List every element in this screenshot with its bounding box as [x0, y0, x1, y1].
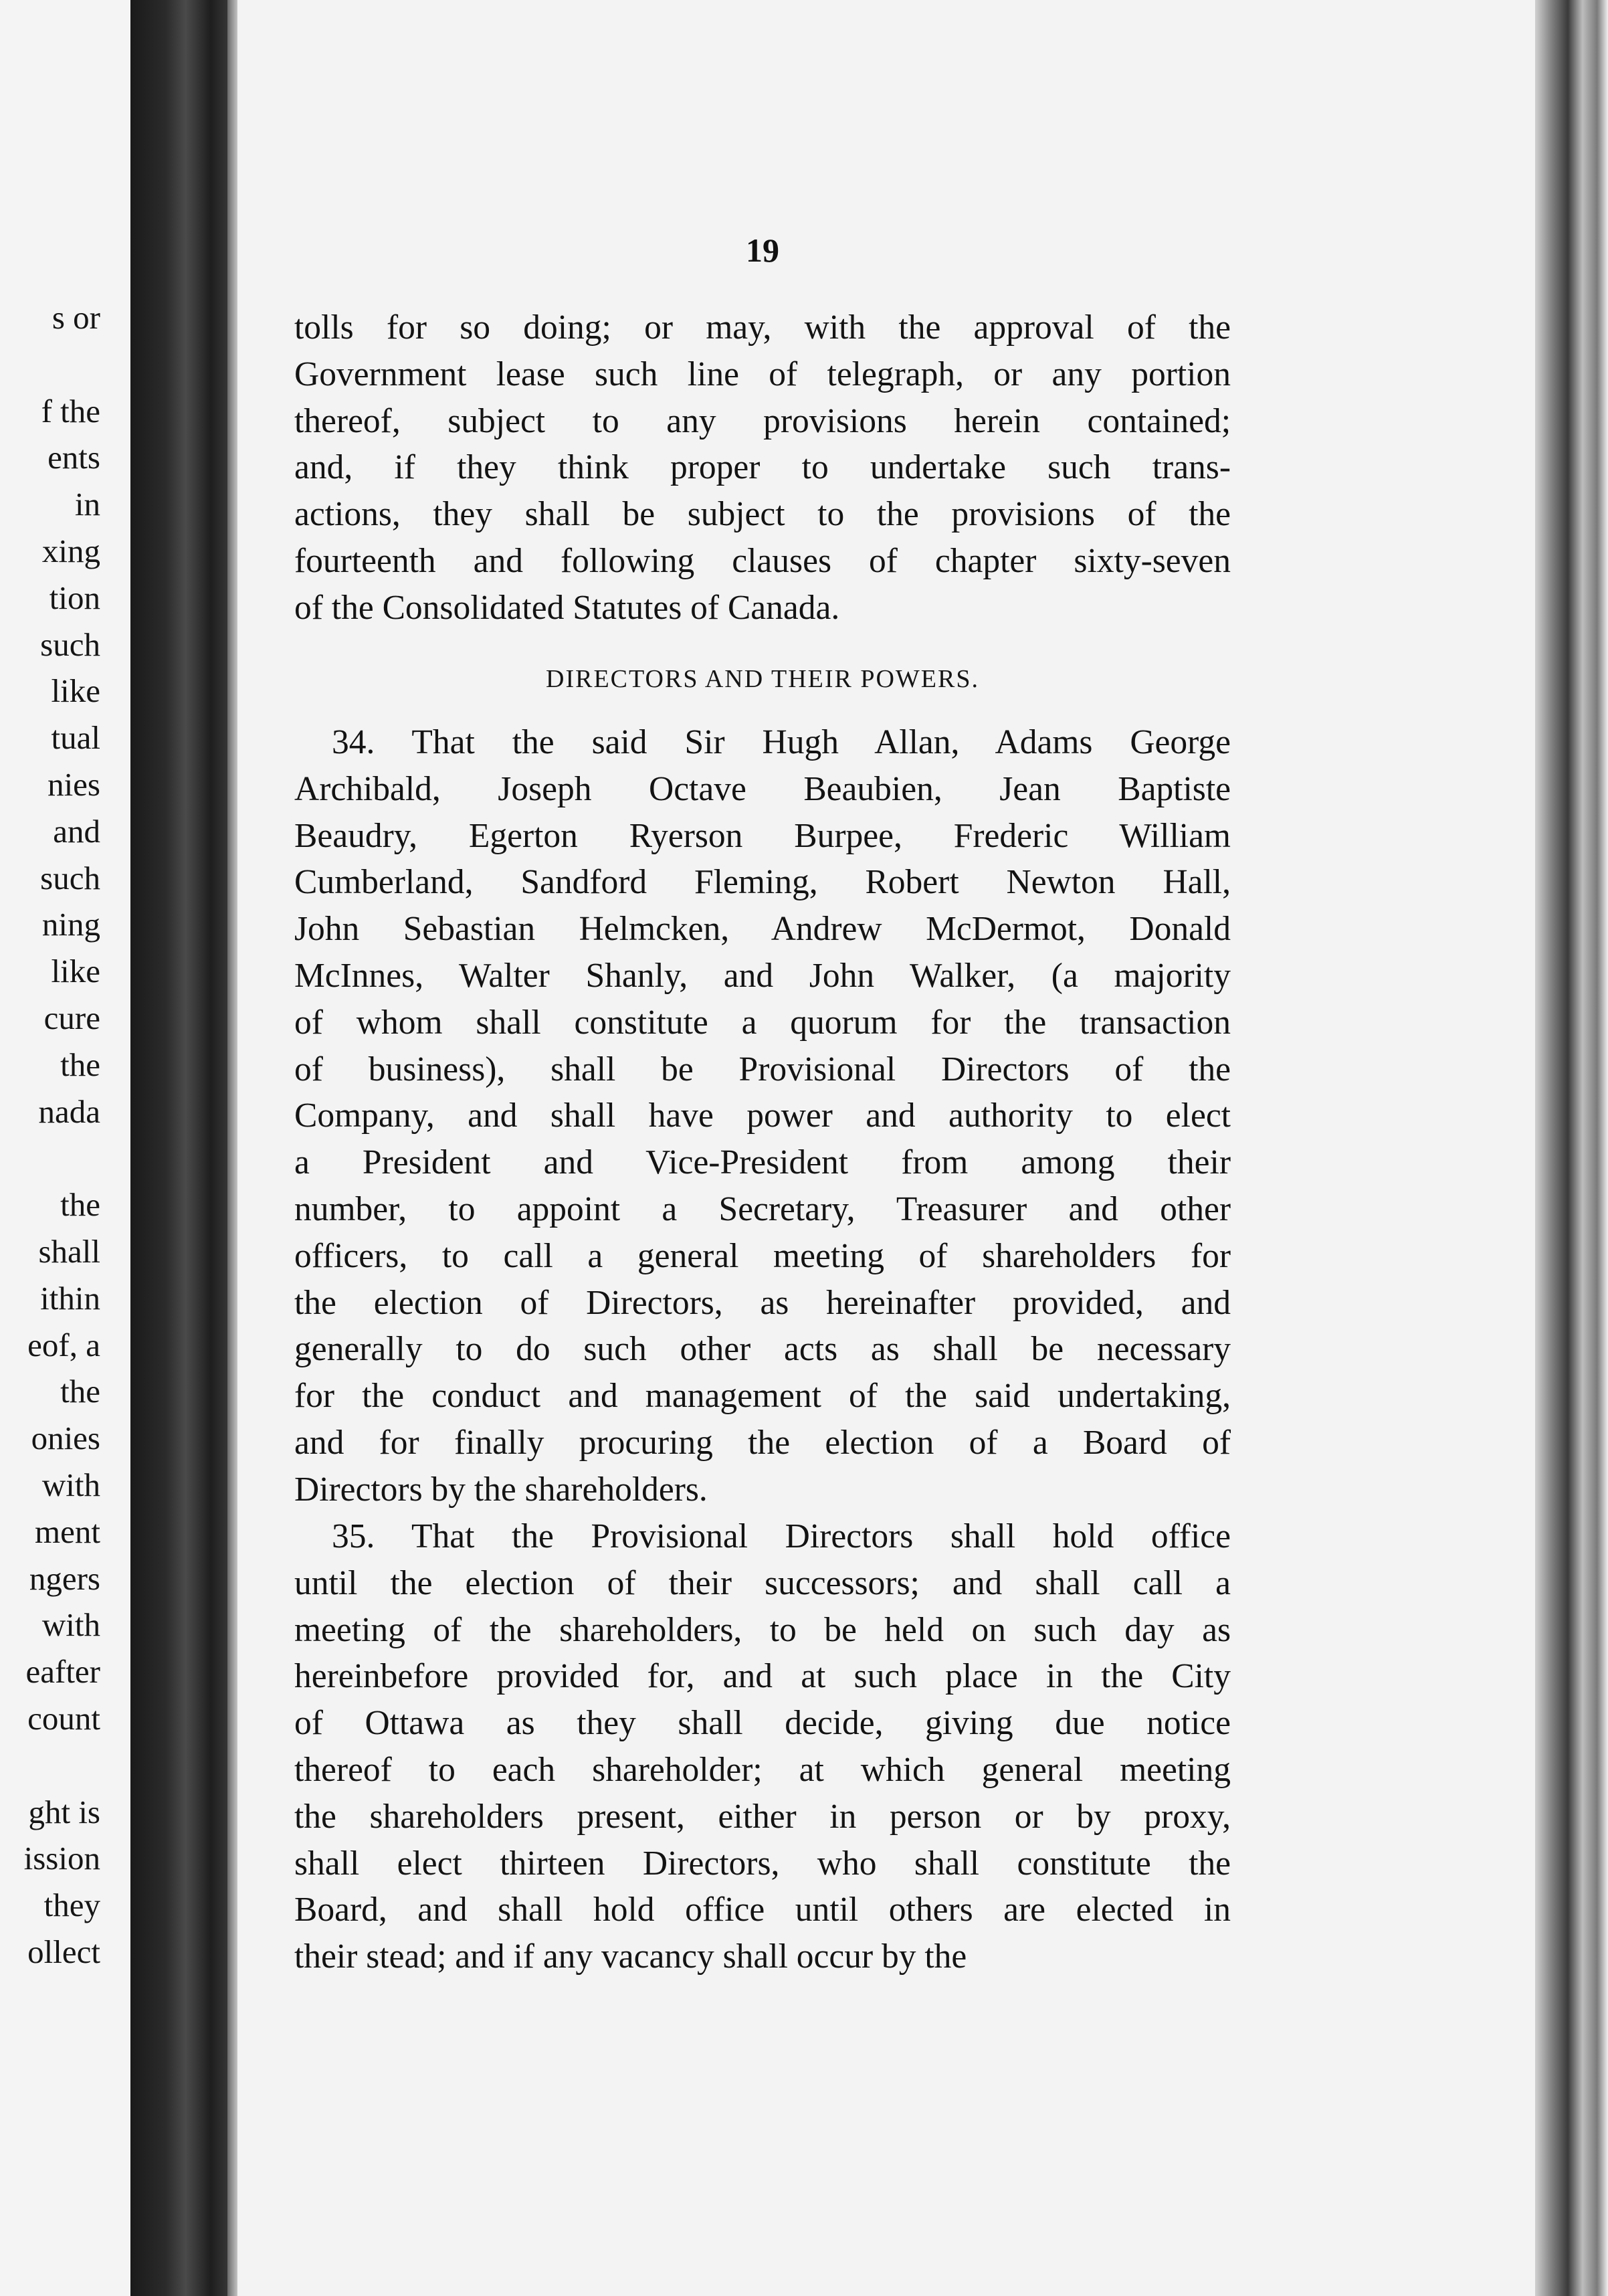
left-fragment-line: eafter — [25, 1653, 100, 1691]
left-fragment-line: ght is — [28, 1793, 100, 1830]
book-gutter-shadow — [130, 0, 231, 2296]
text-line: Company, and shall have power and authority to elect — [294, 1096, 1231, 1135]
text-line: and for finally procuring the election of a Board of — [294, 1423, 1231, 1462]
text-line: fourteenth and following clauses of chapter sixty-seven — [294, 541, 1231, 580]
text-line: of whom shall constitute a quorum for the transaction — [294, 1003, 1231, 1042]
left-page-fragment — [0, 0, 134, 2296]
left-fragment-line: count — [27, 1700, 100, 1737]
text-line: number, to appoint a Secretary, Treasurer and other — [294, 1189, 1231, 1228]
text-line: a President and Vice-President from among their — [294, 1143, 1231, 1182]
text-line: tolls for so doing; or may, with the approval of the — [294, 308, 1231, 347]
left-fragment-line: shall — [38, 1233, 100, 1270]
left-fragment-line: they — [43, 1887, 100, 1924]
text-line: of the Consolidated Statutes of Canada. — [294, 588, 840, 627]
left-fragment-line: such — [40, 859, 100, 896]
text-line: actions, they shall be subject to the provisions of the — [294, 495, 1231, 534]
left-fragment-line: ment — [35, 1513, 100, 1550]
text-line: the shareholders present, either in person or by proxy, — [294, 1797, 1231, 1836]
text-line: Beaudry, Egerton Ryerson Burpee, Frederic William — [294, 816, 1231, 855]
left-page-text — [0, 0, 100, 2296]
text-line: officers, to call a general meeting of shareholders for — [294, 1236, 1231, 1275]
left-fragment-line: like — [51, 672, 100, 710]
left-fragment-line: the — [60, 1373, 100, 1410]
text-line: Directors by the shareholders. — [294, 1470, 708, 1509]
left-fragment-line: cure — [43, 999, 100, 1036]
text-line: 34. That the said Sir Hugh Allan, Adams George — [332, 723, 1231, 761]
left-fragment-line: eof, a — [27, 1326, 100, 1363]
text-line: of Ottawa as they shall decide, giving due notice — [294, 1704, 1231, 1743]
left-fragment-line: the — [60, 1186, 100, 1224]
text-line: the election of Directors, as hereinafter provided, and — [294, 1283, 1231, 1322]
left-fragment-line: tion — [49, 579, 100, 616]
section-heading: DIRECTORS AND THEIR POWERS. — [546, 665, 979, 693]
left-fragment-line: ning — [41, 906, 100, 943]
left-fragment-line: such — [40, 626, 100, 663]
left-fragment-line: in — [74, 486, 100, 523]
text-line: Government lease such line of telegraph, or any portion — [294, 355, 1231, 393]
left-fragment-line: xing — [41, 533, 100, 569]
text-line: generally to do such other acts as shall be necessary — [294, 1330, 1231, 1369]
text-line: meeting of the shareholders, to be held on such day as — [294, 1610, 1231, 1649]
text-line: and, if they think proper to undertake such trans- — [294, 448, 1231, 487]
text-line: for the conduct and management of the said undertaking, — [294, 1377, 1231, 1416]
page-edge-stack — [1535, 0, 1608, 2296]
text-line: thereof, subject to any provisions herein contained; — [294, 401, 1231, 440]
left-fragment-line: onies — [31, 1420, 100, 1457]
text-line: 35. That the Provisional Directors shall hold office — [332, 1517, 1231, 1555]
left-fragment-line: with — [41, 1466, 100, 1503]
left-fragment-line: nies — [47, 766, 100, 803]
left-fragment-line: ngers — [29, 1559, 100, 1597]
left-fragment-line: and — [53, 812, 100, 850]
text-line: John Sebastian Helmcken, Andrew McDermot, Donald — [294, 910, 1231, 949]
left-fragment-line: tual — [51, 719, 100, 757]
text-line: McInnes, Walter Shanly, and John Walker, (a majority — [294, 956, 1231, 995]
text-line: hereinbefore provided for, and at such place in the City — [294, 1657, 1231, 1696]
text-line: their stead; and if any vacancy shall occur by the — [294, 1937, 967, 1976]
left-fragment-line: nada — [38, 1092, 100, 1130]
left-fragment-line: ission — [23, 1840, 100, 1877]
paragraph-34 — [294, 719, 1231, 1513]
text-line: Archibald, Joseph Octave Beaubien, Jean Baptiste — [294, 769, 1231, 808]
text-line: of business), shall be Provisional Directors of the — [294, 1050, 1231, 1088]
text-line: Cumberland, Sandford Fleming, Robert Newton Hall, — [294, 863, 1231, 902]
paragraph-35 — [294, 1513, 1231, 1980]
left-fragment-line: with — [41, 1606, 100, 1644]
left-fragment-line: s or — [52, 299, 100, 336]
paragraph-continuation — [294, 304, 1231, 632]
text-line: until the election of their successors; and shall call a — [294, 1563, 1231, 1602]
left-fragment-line: ithin — [40, 1279, 100, 1317]
text-line: Board, and shall hold office until others are elected in — [294, 1891, 1231, 1929]
left-fragment-line: ents — [47, 439, 100, 476]
left-fragment-line: f the — [41, 392, 100, 429]
left-fragment-line: like — [51, 953, 100, 990]
left-fragment-line: ollect — [27, 1933, 100, 1970]
text-line: shall elect thirteen Directors, who shall constitute the — [294, 1844, 1231, 1883]
page-number: 19 — [746, 231, 779, 269]
left-fragment-line: the — [60, 1046, 100, 1083]
text-line: thereof to each shareholder; at which general meeting — [294, 1750, 1231, 1789]
